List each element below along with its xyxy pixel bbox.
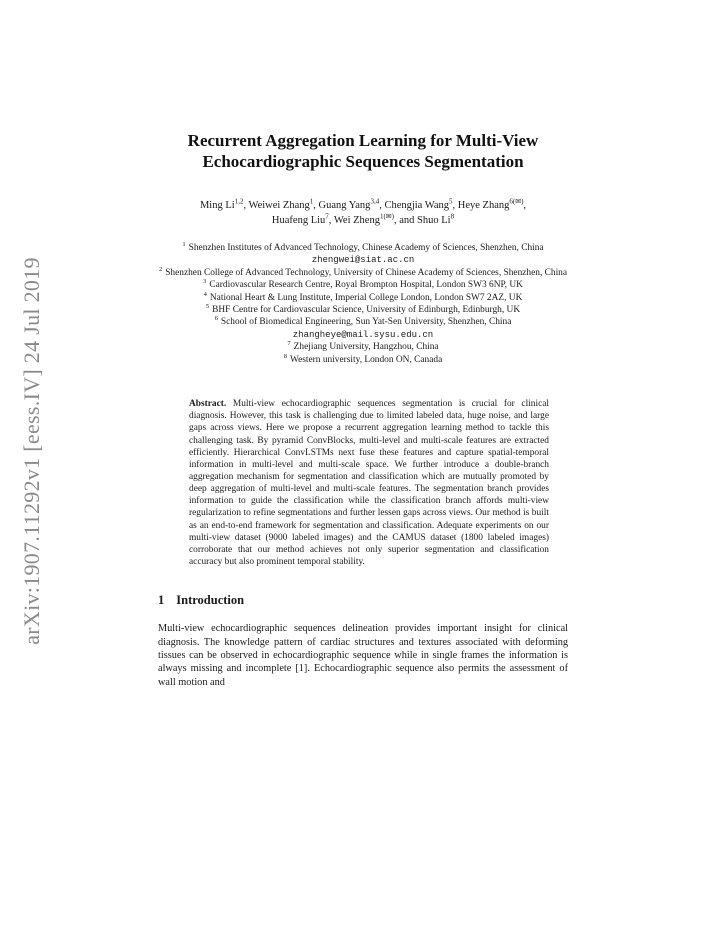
affiliation-text: Zhejiang University, Hangzhou, China xyxy=(293,342,439,353)
affiliation-text: Shenzhen College of Advanced Technology, University of Chinese Academy of Sciences, Shenzhen, China xyxy=(165,267,568,278)
affiliation xyxy=(158,354,568,366)
affiliation-email[interactable]: zhangheye@mail.sysu.edu.cn xyxy=(292,329,434,340)
affiliation-text: Shenzhen Institutes of Advanced Technology, Chinese Academy of Sciences, Shenzhen, China xyxy=(188,243,544,253)
affiliation-number: 7 xyxy=(287,340,291,348)
author-name: Huafeng Liu xyxy=(271,215,326,226)
author-affiliation-marker: 3,4 xyxy=(370,197,380,206)
affiliation xyxy=(158,304,568,316)
author-name: Guang Yang xyxy=(318,200,371,211)
affiliation-text: National Heart & Lung Institute, Imperial College London, London SW7 2AZ, UK xyxy=(209,292,523,303)
author-name: Shuo Li xyxy=(417,215,451,226)
affiliation-text: School of Biomedical Engineering, Sun Yat-Sen University, Shenzhen, China xyxy=(220,317,512,328)
author xyxy=(384,197,453,211)
author-name: Chengjia Wang xyxy=(384,200,450,211)
author-separator: , and xyxy=(393,215,418,226)
section-heading xyxy=(158,592,568,608)
author-separator: , xyxy=(452,200,458,211)
affiliation-number: 1 xyxy=(182,240,186,248)
affiliation-number: 5 xyxy=(205,302,210,310)
author-affiliation-marker: 5 xyxy=(449,197,453,206)
author xyxy=(318,197,380,211)
affiliation xyxy=(158,242,568,254)
affiliation-number: 6 xyxy=(214,315,218,323)
affiliation-text: Western university, London ON, Canada xyxy=(290,354,443,365)
author-affiliation-marker: 7 xyxy=(325,212,329,221)
author-separator: , xyxy=(243,200,249,211)
abstract xyxy=(189,398,549,568)
author-separator: , xyxy=(328,215,334,226)
author-affiliation-marker: 8 xyxy=(450,212,455,221)
author xyxy=(333,212,394,226)
author-separator: , xyxy=(523,200,527,211)
author-affiliation-marker: 1 xyxy=(309,197,314,206)
abstract-label: Abstract. xyxy=(189,399,227,410)
affiliation-text: Cardiovascular Research Centre, Royal Brompton Hospital, London SW3 6NP, UK xyxy=(209,280,523,291)
affiliation-email[interactable]: zhengwei@siat.ac.cn xyxy=(311,255,415,266)
author-affiliation-marker: 1(✉) xyxy=(379,212,394,221)
abstract-text: Multi-view echocardiographic sequences segmentation is crucial for clinical diagnosis. However, this task is challenging due to limited labeled data, huge noise, and large gaps across views. Here we propose a recurrent aggregation learning method to tackle this challenging task. By pyramid ConvBlocks, multi-level and multi-scale features are extracted efficiently. Hierarchical ConvLSTMs next fuse these features and capture spatial-temporal information in multi-level and multi-scale space. We further introduce a double-branch aggregation mechanism for segmentation and classification which are mutually promoted by deep aggregation of multi-level and multi-scale features. The segmentation branch provides information to guide the classification while the classification branch affords multi-view regularization to refine segmentations and further lessen gaps across views. Our method is built as an end-to-end framework for segmentation and classification. Adequate experiments on our multi-view dataset (9000 labeled images) and the CAMUS dataset (1800 labeled images) corroborate that our method achieves not only superior segmentation and classification accuracy but also prominent temporal stability. xyxy=(189,399,550,568)
affiliation xyxy=(158,316,568,328)
author-list xyxy=(158,198,568,228)
paper-title xyxy=(158,130,568,172)
affiliation-number: 8 xyxy=(283,352,287,360)
author-affiliation-marker: 6(✉) xyxy=(509,197,524,206)
affiliation xyxy=(158,279,568,291)
title-line-1: Recurrent Aggregation Learning for Multi-View xyxy=(187,131,539,150)
affiliation-number: 2 xyxy=(158,265,163,273)
affiliation xyxy=(158,292,568,304)
affiliation xyxy=(158,341,568,353)
section-title: Introduction xyxy=(176,593,245,608)
author-name: Wei Zheng xyxy=(333,215,380,226)
author-separator: , xyxy=(379,200,385,211)
paper-page xyxy=(158,130,568,689)
title-line-2: Echocardiographic Sequences Segmentation xyxy=(202,152,524,171)
author-name: Heye Zhang xyxy=(457,200,510,211)
introduction-paragraph: Multi-view echocardiographic sequences delineation provides important insight for clinical diagnosis. The knowledge pattern of cardiac structures and textures associated with deforming tissues can be observed in echocardiographic sequence while in single frames the information is always missing and incomplete [1]. Echocardiographic sequence also permits the assessment of wall motion and xyxy=(158,623,568,688)
author xyxy=(199,197,244,211)
author-separator: , xyxy=(313,200,319,211)
affiliation-number: 3 xyxy=(203,278,207,286)
author xyxy=(457,197,527,211)
affiliation-number: 4 xyxy=(203,290,207,298)
arxiv-identifier: arXiv:1907.11292v1 [eess.IV] 24 Jul 2019 xyxy=(19,257,44,645)
author xyxy=(248,197,314,211)
affiliation xyxy=(158,267,568,279)
author-affiliation-marker: 1,2 xyxy=(234,197,244,206)
affiliation-text: BHF Centre for Cardiovascular Science, University of Edinburgh, Edinburgh, UK xyxy=(212,305,521,316)
affiliation-list xyxy=(158,242,568,366)
author-name: Weiwei Zhang xyxy=(248,200,310,211)
author-name: Ming Li xyxy=(199,200,235,211)
author xyxy=(271,212,329,226)
section-number: 1 xyxy=(158,593,165,608)
author xyxy=(417,212,455,226)
arxiv-identifier-stamp xyxy=(12,256,52,646)
